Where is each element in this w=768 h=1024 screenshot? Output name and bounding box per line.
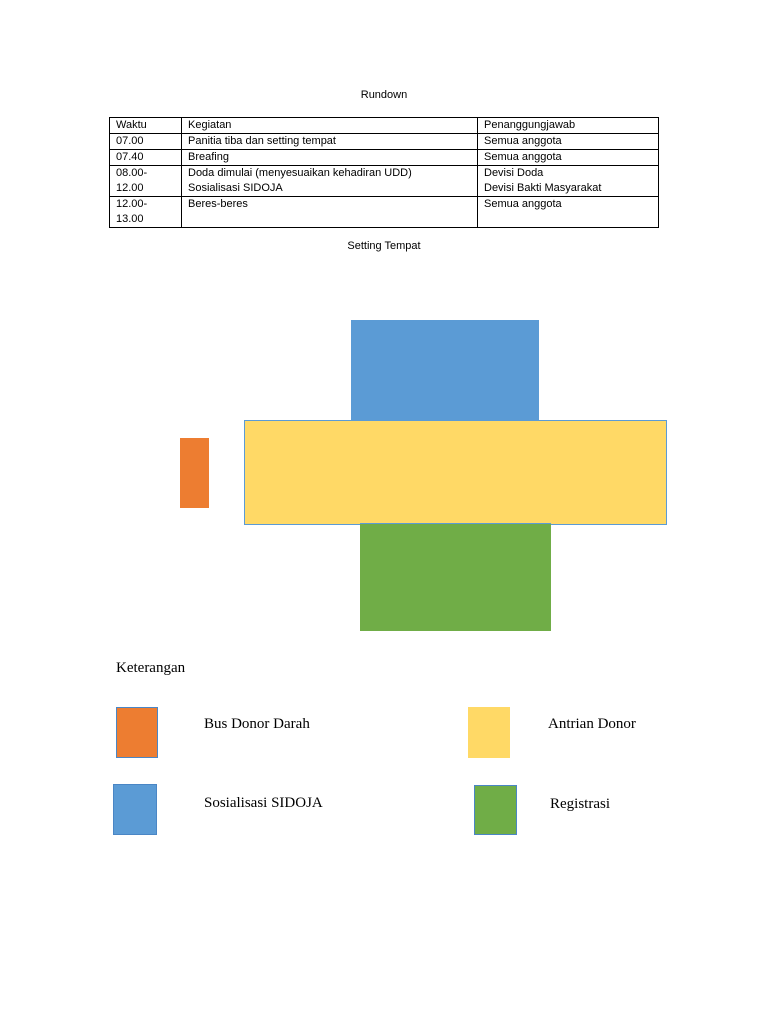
table-row bbox=[110, 166, 659, 197]
cell-kegiatan: Doda dimulai (menyesuaikan kehadiran UDD) Sosialisasi SIDOJA bbox=[182, 166, 478, 197]
cell-pj: Semua anggota bbox=[478, 134, 659, 150]
table-header-row bbox=[110, 118, 659, 134]
cell-waktu: 12.00- 13.00 bbox=[110, 197, 182, 228]
cell-waktu: 07.00 bbox=[110, 134, 182, 150]
header-penanggungjawab: Penanggungjawab bbox=[478, 118, 659, 134]
cell-pj: Semua anggota bbox=[478, 150, 659, 166]
table-row bbox=[110, 197, 659, 228]
cell-kegiatan: Panitia tiba dan setting tempat bbox=[182, 134, 478, 150]
antrian-area bbox=[244, 420, 667, 525]
legend-label-antrian: Antrian Donor bbox=[548, 716, 636, 732]
cell-waktu: 08.00- 12.00 bbox=[110, 166, 182, 197]
setting-title: Setting Tempat bbox=[347, 240, 421, 252]
cell-waktu: 07.40 bbox=[110, 150, 182, 166]
cell-pj: Devisi Doda Devisi Bakti Masyarakat bbox=[478, 166, 659, 197]
legend-label-sosialisasi: Sosialisasi SIDOJA bbox=[204, 795, 323, 811]
cell-kegiatan: Breafing bbox=[182, 150, 478, 166]
sosialisasi-area bbox=[351, 320, 539, 421]
registrasi-area bbox=[360, 523, 551, 631]
rundown-title: Rundown bbox=[360, 89, 408, 101]
legend-label-registrasi: Registrasi bbox=[550, 796, 610, 812]
legend-swatch-bus bbox=[116, 707, 158, 758]
header-waktu: Waktu bbox=[110, 118, 182, 134]
legend-label-bus: Bus Donor Darah bbox=[204, 716, 310, 732]
table-row bbox=[110, 150, 659, 166]
cell-kegiatan: Beres-beres bbox=[182, 197, 478, 228]
legend-title: Keterangan bbox=[116, 660, 186, 676]
header-kegiatan: Kegiatan bbox=[182, 118, 478, 134]
cell-pj: Semua anggota bbox=[478, 197, 659, 228]
legend-swatch-registrasi bbox=[474, 785, 517, 835]
rundown-table bbox=[109, 117, 659, 228]
legend-swatch-antrian bbox=[468, 707, 510, 758]
legend-swatch-sosialisasi bbox=[113, 784, 157, 835]
bus-area bbox=[180, 438, 209, 508]
table-row bbox=[110, 134, 659, 150]
